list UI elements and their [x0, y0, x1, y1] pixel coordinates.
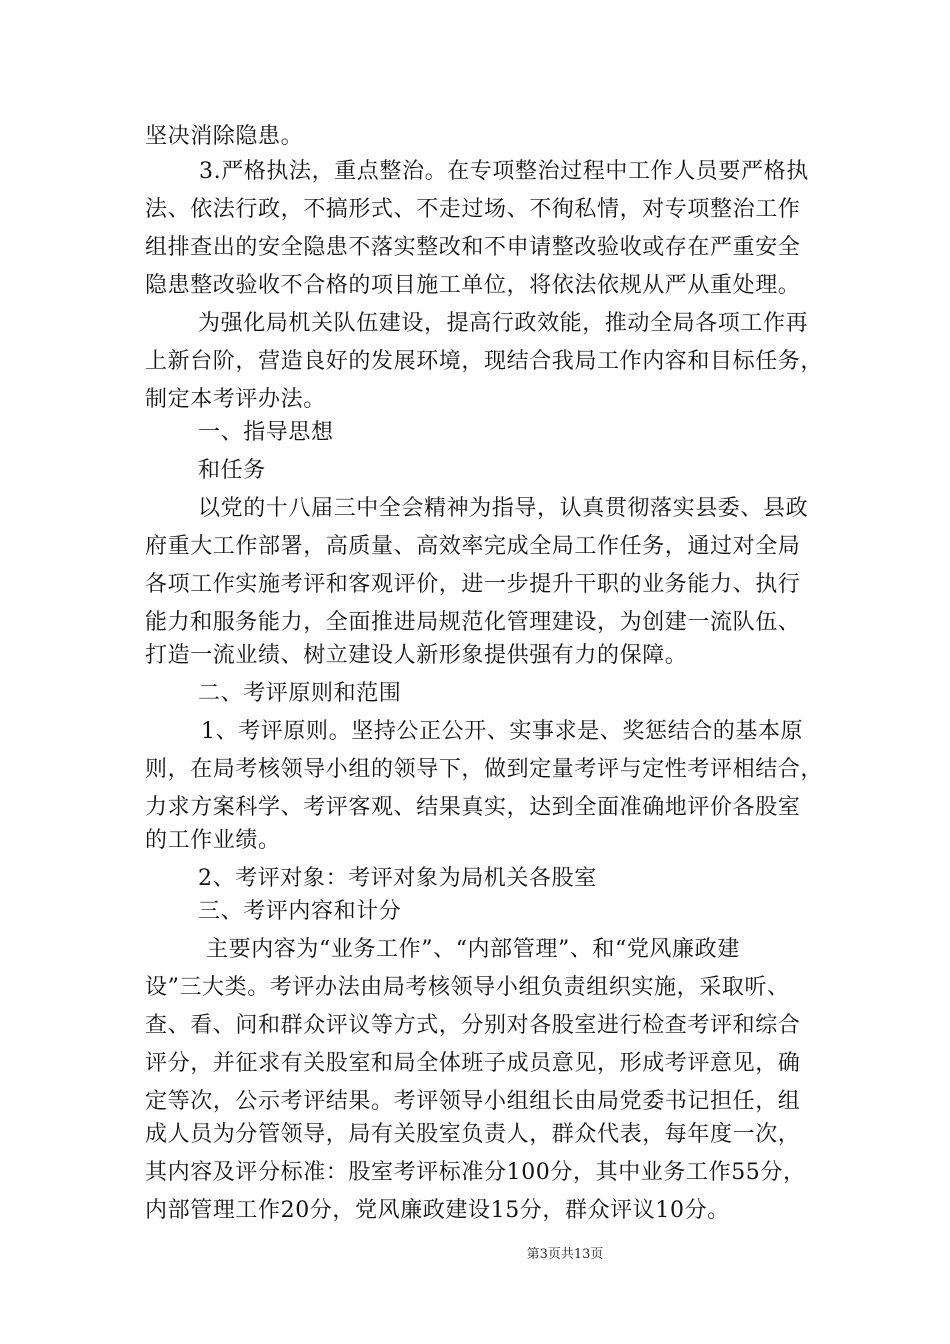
text-line: 力求方案科学、考评客观、结果真实，达到全面准确地评价各股室: [145, 795, 801, 820]
text-line: 成人员为分管领导，局有关股室负责人，群众代表，每年度一次，: [145, 1122, 801, 1147]
section-heading: 三、考评内容和计分: [198, 899, 402, 924]
text-line: 评分，并征求有关股室和局全体班子成员意见，形成考评意见，确: [145, 1051, 801, 1076]
text-line: 为强化局机关队伍建设，提高行政效能，推动全局各项工作再: [198, 311, 809, 336]
text-line: 其内容及评分标准：股室考评标准分100分，其中业务工作55分，: [145, 1160, 806, 1185]
text-line: 能力和服务能力，全面推进局规范化管理建设，为创建一流队伍、: [145, 610, 801, 635]
text-line: 府重大工作部署，高质量、高效率完成全局工作任务，通过对全局: [145, 534, 801, 559]
text-line: 各项工作实施考评和客观评价，进一步提升干职的业务能力、执行: [145, 572, 801, 597]
section-heading: 二、考评原则和范围: [198, 681, 402, 706]
text-line: 1、考评原则。坚持公正公开、实事求是、奖惩结合的基本原: [201, 719, 804, 744]
text-line: 定等次，公示考评结果。考评领导小组组长由局党委书记担任，组: [145, 1089, 801, 1114]
text-line: 隐患整改验收不合格的项目施工单位，将依法依规从严从重处理。: [145, 273, 801, 298]
text-line: 打造一流业绩、树立建设人新形象提供强有力的保障。: [145, 643, 688, 668]
text-line: 上新台阶，营造良好的发展环境，现结合我局工作内容和目标任务，: [145, 349, 824, 374]
text-line: 法、依法行政，不搞形式、不走过场、不徇私情，对专项整治工作: [145, 197, 801, 222]
text-line: 制定本考评办法。: [145, 387, 326, 412]
text-line: 主要内容为“业务工作”、“内部管理”、和“党风廉政建: [206, 937, 740, 962]
text-line: 查、看、问和群众评议等方式，分别对各股室进行检查考评和综合: [145, 1013, 801, 1038]
text-line: 3.严格执法，重点整治。在专项整治过程中工作人员要严格执: [199, 159, 809, 184]
text-line: 则，在局考核领导小组的领导下，做到定量考评与定性考评相结合，: [145, 757, 824, 782]
text-line: 内部管理工作20分，党风廉政建设15分，群众评议10分。: [145, 1198, 730, 1223]
text-line: 的工作业绩。: [145, 828, 281, 853]
section-heading: 一、指导思想: [198, 420, 334, 445]
text-line: 坚决消除隐患。: [145, 124, 304, 149]
text-line: 2、考评对象：考评对象为局机关各股室: [198, 866, 597, 891]
text-line: 设”三大类。考评办法由局考核领导小组负责组织实施，采取听、: [145, 975, 790, 1000]
page-number: 第3页共13页: [526, 1247, 604, 1262]
text-line: 以党的十八届三中全会精神为指导，认真贯彻落实县委、县政: [198, 496, 809, 521]
text-line: 组排查出的安全隐患不落实整改和不申请整改验收或存在严重安全: [145, 235, 801, 260]
text-line: 和任务: [198, 458, 266, 483]
